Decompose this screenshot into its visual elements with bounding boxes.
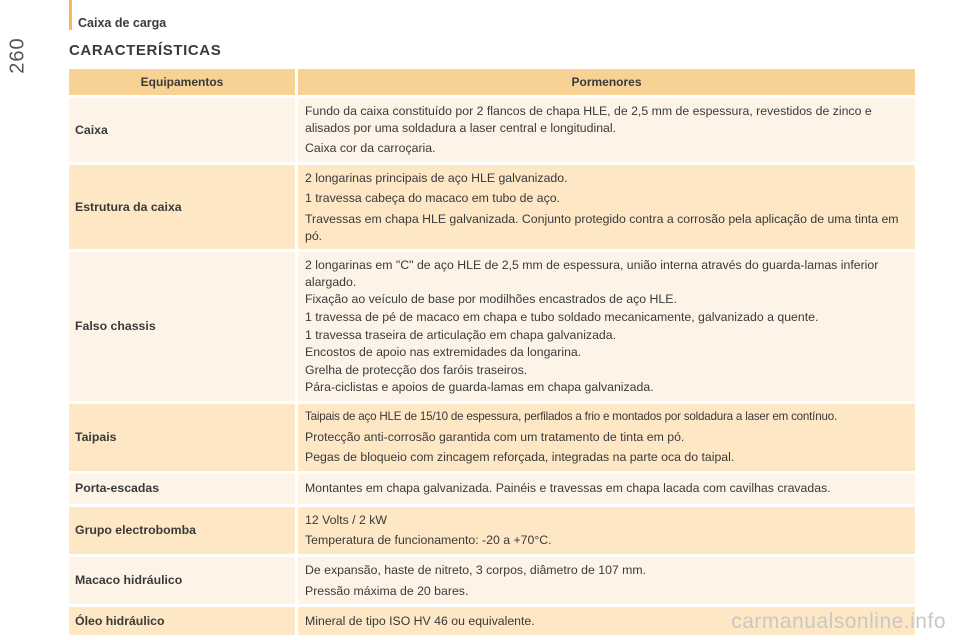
detail-line: 1 travessa cabeça do macaco em tubo de aço. [305, 191, 560, 206]
page-number: 260 [6, 37, 29, 74]
detail-line: Protecção anti-corrosão garantida com um tratamento de tinta em pó. [305, 429, 685, 444]
detail-line: 2 longarinas principais de aço HLE galvanizado. [305, 170, 568, 185]
row-label: Estrutura da caixa [69, 165, 298, 249]
specifications-table [69, 66, 915, 638]
table-row [69, 252, 915, 401]
table-row [69, 404, 915, 471]
detail-line: 1 travessa de pé de macaco em chapa e tubo soldado mecanicamente, galvanizado a quente. [305, 309, 819, 324]
detail-line: 1 travessa traseira de articulação em chapa galvanizada. [305, 327, 617, 342]
row-label: Grupo electrobomba [69, 507, 298, 554]
detail-line: Grelha de protecção dos faróis traseiros. [305, 362, 528, 377]
detail-line: Fundo da caixa constituído por 2 flancos de chapa HLE, de 2,5 mm de espessura, revestidos de zinco e alisados por uma soldadura a laser central e longitudinal. [305, 104, 872, 135]
row-label: Porta-escadas [69, 474, 298, 504]
table-row [69, 165, 915, 249]
column-header-details: Pormenores [298, 69, 915, 95]
section-label: Caixa de carga [78, 16, 167, 30]
row-label: Macaco hidráulico [69, 557, 298, 604]
detail-line: Mineral de tipo ISO HV 46 ou equivalente. [305, 613, 535, 628]
table-header-row [69, 69, 915, 95]
table-row [69, 474, 915, 504]
column-header-equipment: Equipamentos [69, 69, 298, 95]
detail-line: Pára-ciclistas e apoios de guarda-lamas em chapa galvanizada. [305, 380, 654, 395]
row-label: Óleo hidráulico [69, 607, 298, 635]
row-details [298, 404, 915, 471]
detail-line: Travessas em chapa HLE galvanizada. Conjunto protegido contra a corrosão pela aplicação de uma tinta em pó. [305, 211, 899, 243]
row-details [298, 252, 915, 401]
table-row [69, 98, 915, 162]
row-details [298, 165, 915, 249]
detail-line: De expansão, haste de nitreto, 3 corpos, diâmetro de 107 mm. [305, 562, 647, 577]
detail-line: Encostos de apoio nas extremidades da longarina. [305, 345, 582, 360]
detail-line: Pegas de bloqueio com zincagem reforçada, integradas na parte oca do taipal. [305, 450, 735, 465]
row-label: Taipais [69, 404, 298, 471]
row-label: Falso chassis [69, 252, 298, 401]
page-heading: CARACTERÍSTICAS [69, 42, 222, 59]
section-accent-bar [69, 0, 72, 30]
row-details [298, 98, 915, 162]
detail-line: Temperatura de funcionamento: -20 a +70°C. [305, 533, 552, 548]
detail-line: Pressão máxima de 20 bares. [305, 583, 469, 598]
detail-line: 12 Volts / 2 kW [305, 512, 388, 527]
detail-line: Caixa cor da carroçaria. [305, 141, 436, 156]
row-label: Caixa [69, 98, 298, 162]
detail-line: Fixação ao veículo de base por modilhões encastrados de aço HLE. [305, 292, 677, 307]
detail-line: 2 longarinas em "C" de aço HLE de 2,5 mm de espessura, união interna através do guarda-lamas inferior alargado. [305, 258, 879, 289]
detail-line: Taipais de aço HLE de 15/10 de espessura, perfilados a frio e montados por soldadura a laser em contínuo. [305, 409, 837, 423]
table-row [69, 507, 915, 554]
table-row [69, 557, 915, 604]
watermark: carmanualsonline.info [731, 610, 946, 633]
row-details [298, 474, 915, 504]
row-details [298, 557, 915, 604]
row-details [298, 507, 915, 554]
detail-line: Montantes em chapa galvanizada. Painéis e travessas em chapa lacada com cavilhas cravadas. [305, 481, 831, 496]
